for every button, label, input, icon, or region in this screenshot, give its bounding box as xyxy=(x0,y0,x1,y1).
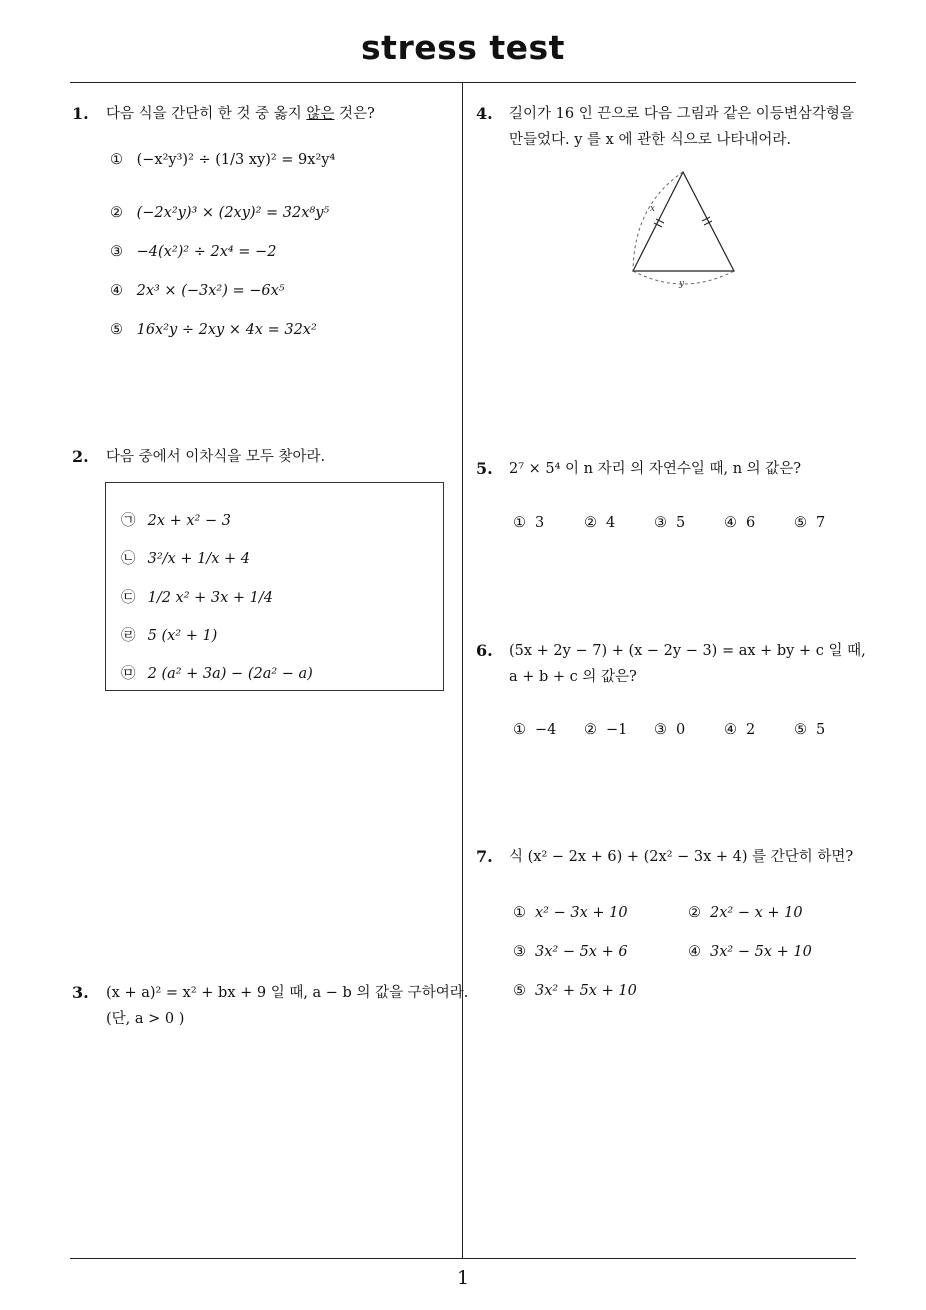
question-text-part: 것은? xyxy=(334,106,375,122)
option-mark: ② xyxy=(584,722,597,738)
option[interactable] xyxy=(688,944,812,960)
option[interactable] xyxy=(513,515,544,531)
figure-label-base: y xyxy=(679,279,685,289)
option-value: 5 xyxy=(816,722,826,738)
option-mark: ① xyxy=(513,905,526,921)
question-number: 7. xyxy=(476,847,493,866)
choice-item[interactable] xyxy=(121,624,217,645)
choice-item[interactable] xyxy=(121,547,250,568)
option-expression: (−x²y³)² ÷ (1/3 xy)² = 9x²y⁴ xyxy=(136,152,336,168)
option-expression: −4(x²)² ÷ 2x⁴ = −2 xyxy=(136,244,277,260)
option[interactable] xyxy=(110,283,285,299)
option[interactable] xyxy=(584,515,615,531)
option-mark: ① xyxy=(513,722,526,738)
option-mark: ④ xyxy=(110,283,123,299)
option-value: 7 xyxy=(816,515,826,531)
question-number: 2. xyxy=(72,447,89,466)
isosceles-triangle-figure xyxy=(622,165,746,293)
option-mark: ④ xyxy=(688,944,701,960)
option[interactable] xyxy=(724,515,755,531)
option-value: 6 xyxy=(746,515,756,531)
option[interactable] xyxy=(794,515,825,531)
option[interactable] xyxy=(110,244,276,260)
option-value: 3x² + 5x + 10 xyxy=(535,983,637,999)
option-mark: ③ xyxy=(513,944,526,960)
option[interactable] xyxy=(724,722,755,738)
option-value: −4 xyxy=(535,722,557,738)
choice-mark: ㉠ xyxy=(121,513,136,529)
option-mark: ③ xyxy=(654,722,667,738)
option[interactable] xyxy=(688,905,803,921)
option-expression: (−2x²y)³ × (2xy)² = 32x⁸y⁵ xyxy=(136,205,330,221)
page-number: 1 xyxy=(456,1267,470,1289)
choice-item[interactable] xyxy=(121,662,313,683)
option-mark: ⑤ xyxy=(110,322,123,338)
header-rule xyxy=(70,82,856,83)
choice-item[interactable] xyxy=(121,586,273,607)
question-text: 식 (x² − 2x + 6) + (2x² − 3x + 4) 를 간단히 하면? xyxy=(509,849,854,865)
choice-mark: ㉤ xyxy=(121,666,136,682)
question-number: 6. xyxy=(476,641,493,660)
option-mark: ⑤ xyxy=(513,983,526,999)
choice-mark: ㉢ xyxy=(121,590,136,606)
choice-expression: 2 (a² + 3a) − (2a² − a) xyxy=(147,666,313,682)
question-text: 2⁷ × 5⁴ 이 n 자리 의 자연수일 때, n 의 값은? xyxy=(509,461,802,477)
option[interactable] xyxy=(513,983,637,999)
option-expression: 2x³ × (−3x²) = −6x⁵ xyxy=(136,283,285,299)
option-mark: ③ xyxy=(110,244,123,260)
option-mark: ③ xyxy=(654,515,667,531)
choice-expression: 2x + x² − 3 xyxy=(147,513,231,529)
option-value: 2 xyxy=(746,722,756,738)
option-mark: ⑤ xyxy=(794,515,807,531)
option-mark: ① xyxy=(110,152,123,168)
option-expression: 16x²y ÷ 2xy × 4x = 32x² xyxy=(136,322,317,338)
option-mark: ⑤ xyxy=(794,722,807,738)
option-value: 3x² − 5x + 10 xyxy=(710,944,812,960)
page-title: stress test xyxy=(361,28,565,67)
option-value: x² − 3x + 10 xyxy=(535,905,628,921)
question-number: 4. xyxy=(476,104,493,123)
option[interactable] xyxy=(794,722,825,738)
question-text-line1: (5x + 2y − 7) + (x − 2y − 3) = ax + by + c 일 때, xyxy=(509,643,866,659)
choice-mark: ㉣ xyxy=(121,628,136,644)
column-divider xyxy=(462,83,463,1259)
choice-expression: 5 (x² + 1) xyxy=(147,628,218,644)
question-text-line1: 길이가 16 인 끈으로 다음 그림과 같은 이등변삼각형을 xyxy=(509,106,854,122)
figure-label-side: x xyxy=(650,204,656,214)
question-text xyxy=(106,101,375,127)
underlined-word: 않은 xyxy=(306,106,335,122)
option-mark: ② xyxy=(110,205,123,221)
option[interactable] xyxy=(513,722,556,738)
option[interactable] xyxy=(654,515,685,531)
option-mark: ④ xyxy=(724,515,737,531)
option[interactable] xyxy=(513,905,628,921)
option[interactable] xyxy=(110,205,329,221)
question-text-part: 다음 식을 간단히 한 것 중 옳지 xyxy=(106,106,307,122)
option[interactable] xyxy=(584,722,627,738)
choice-expression: 3²/x + 1/x + 4 xyxy=(147,551,250,567)
option[interactable] xyxy=(654,722,685,738)
option-value: 0 xyxy=(676,722,686,738)
question-text-line2: 만들었다. y 를 x 에 관한 식으로 나타내어라. xyxy=(509,132,791,148)
option-value: 4 xyxy=(606,515,616,531)
choice-item[interactable] xyxy=(121,509,231,530)
footer-rule xyxy=(70,1258,856,1259)
option[interactable] xyxy=(513,944,628,960)
option-mark: ① xyxy=(513,515,526,531)
option-value: 2x² − x + 10 xyxy=(710,905,803,921)
question-text-line2: (단, a > 0 ) xyxy=(106,1011,185,1027)
question-number: 5. xyxy=(476,459,493,478)
option-mark: ② xyxy=(688,905,701,921)
option-value: 3 xyxy=(535,515,545,531)
option-mark: ② xyxy=(584,515,597,531)
choice-mark: ㉡ xyxy=(121,551,136,567)
option-value: −1 xyxy=(606,722,628,738)
option-value: 3x² − 5x + 6 xyxy=(535,944,628,960)
choice-expression: 1/2 x² + 3x + 1/4 xyxy=(147,590,274,606)
question-number: 3. xyxy=(72,983,89,1002)
option-value: 5 xyxy=(676,515,686,531)
option[interactable] xyxy=(110,322,317,338)
option[interactable] xyxy=(110,152,335,168)
question-text: 다음 중에서 이차식을 모두 찾아라. xyxy=(106,449,326,465)
question-text-line1: (x + a)² = x² + bx + 9 일 때, a − b 의 값을 구하여라. xyxy=(106,985,469,1001)
question-number: 1. xyxy=(72,104,89,123)
option-mark: ④ xyxy=(724,722,737,738)
question-text-line2: a + b + c 의 값은? xyxy=(509,669,637,685)
